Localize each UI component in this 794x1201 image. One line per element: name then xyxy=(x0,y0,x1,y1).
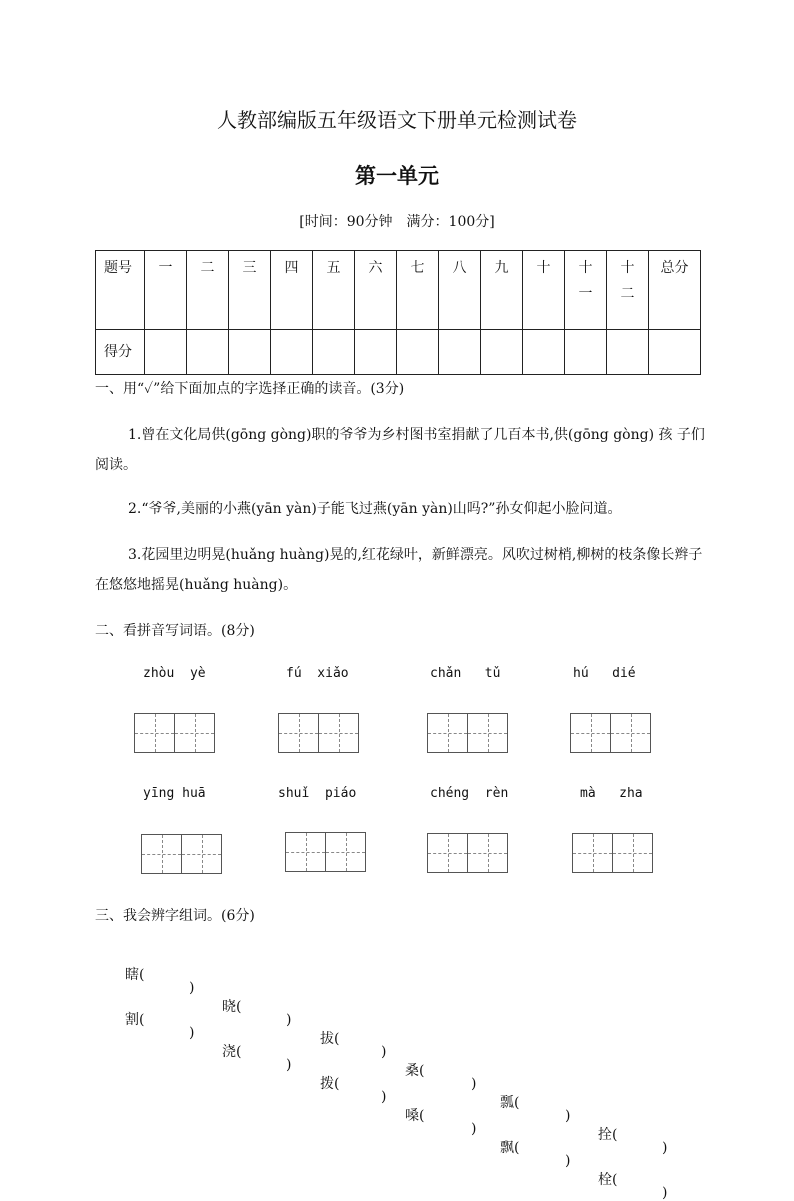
column-5: 五 xyxy=(313,251,355,330)
q1-item-3: 3.花园里边明晃(huǎng huàng)晃的,红花绿叶，新鲜漂亮。风吹过树梢,柳树的枝条像长辫子在悠悠地摇晃(huǎng huàng)。 xyxy=(95,547,703,593)
pinyin-6: shuǐ piáo xyxy=(278,786,357,801)
q1-item-2: 2.“爷爷,美丽的小燕(yān yàn)子能飞过燕(yān yàn)山吗?”孙女仰起小脸问道。 xyxy=(128,501,622,517)
pinyin-7: chéng rèn xyxy=(430,786,509,801)
score-label: 得分 xyxy=(96,330,145,375)
q3-word-2-3: 拨( xyxy=(320,1076,340,1092)
column-4: 四 xyxy=(271,251,313,330)
column-9: 九 xyxy=(481,251,523,330)
q3-word-1-2: 晓( xyxy=(222,999,242,1015)
total-score-cell[interactable] xyxy=(649,330,701,375)
q3-close: ) xyxy=(662,1185,668,1201)
answer-grid-2[interactable] xyxy=(278,713,359,753)
q3-close: ) xyxy=(189,1025,195,1041)
q3-close: ) xyxy=(662,1140,668,1156)
q2-heading: 二、看拼音写词语。(8分) xyxy=(95,623,255,639)
q3-close: ) xyxy=(381,1044,387,1060)
answer-grid-8[interactable] xyxy=(572,833,653,873)
score-cell[interactable] xyxy=(313,330,355,375)
score-cell[interactable] xyxy=(397,330,439,375)
answer-grid-3[interactable] xyxy=(427,713,508,753)
q1-heading: 一、用“✓”给下面加点的字选择正确的读音。(3分) xyxy=(95,381,405,397)
q3-close: ) xyxy=(286,1012,292,1028)
answer-grid-5[interactable] xyxy=(141,834,222,874)
answer-grid-4[interactable] xyxy=(570,713,651,753)
score-cell[interactable] xyxy=(523,330,565,375)
column-2: 二 xyxy=(187,251,229,330)
q3-close: ) xyxy=(286,1057,292,1073)
q3-word-1-5: 瓢( xyxy=(500,1095,520,1111)
q3-word-1-4: 桑( xyxy=(405,1063,425,1079)
pinyin-1: zhòu yè xyxy=(143,666,206,681)
q3-close: ) xyxy=(565,1153,571,1169)
column-12: 十 二 xyxy=(607,251,649,330)
unit-title: 第一单元 xyxy=(355,163,439,188)
column-6: 六 xyxy=(355,251,397,330)
score-cell[interactable] xyxy=(355,330,397,375)
q3-close: ) xyxy=(471,1121,477,1137)
score-cell[interactable] xyxy=(565,330,607,375)
column-10: 十 xyxy=(523,251,565,330)
q3-close: ) xyxy=(189,980,195,996)
score-cell[interactable] xyxy=(145,330,187,375)
score-table xyxy=(95,250,701,375)
total-column: 总分 xyxy=(649,251,701,330)
q3-word-1-1: 瞎( xyxy=(125,967,145,983)
question-number-label: 题号 xyxy=(96,251,145,330)
q3-word-1-3: 拔( xyxy=(320,1031,340,1047)
answer-grid-1[interactable] xyxy=(134,713,215,753)
pinyin-2: fú xiǎo xyxy=(286,666,349,681)
column-8: 八 xyxy=(439,251,481,330)
q3-heading: 三、我会辨字组词。(6分) xyxy=(95,908,255,924)
answer-grid-6[interactable] xyxy=(285,832,366,872)
column-3: 三 xyxy=(229,251,271,330)
pinyin-5: yīng huā xyxy=(143,786,206,801)
q3-word-1-6: 拴( xyxy=(598,1127,618,1143)
q3-row-2 xyxy=(125,993,668,1201)
score-cell[interactable] xyxy=(439,330,481,375)
q3-word-2-2: 浇( xyxy=(222,1044,242,1060)
column-11: 十 一 xyxy=(565,251,607,330)
score-cell[interactable] xyxy=(229,330,271,375)
q3-close: ) xyxy=(565,1108,571,1124)
q3-close: ) xyxy=(471,1076,477,1092)
q3-word-2-5: 飘( xyxy=(500,1140,520,1156)
score-cell[interactable] xyxy=(481,330,523,375)
exam-title: 人教部编版五年级语文下册单元检测试卷 xyxy=(217,108,577,132)
q3-word-2-4: 嗓( xyxy=(405,1108,425,1124)
answer-grid-7[interactable] xyxy=(427,833,508,873)
q3-word-2-6: 栓( xyxy=(598,1172,618,1188)
score-cell[interactable] xyxy=(607,330,649,375)
score-cell[interactable] xyxy=(271,330,313,375)
score-cell[interactable] xyxy=(187,330,229,375)
q3-close: ) xyxy=(381,1089,387,1105)
column-7: 七 xyxy=(397,251,439,330)
q1-item-1: 1.曾在文化局供(gōng gòng)职的爷爷为乡村图书室捐献了几百本书,供(gōng gòng) 孩 子们阅读。 xyxy=(95,427,705,473)
pinyin-3: chǎn tǔ xyxy=(430,666,501,681)
time-score-info: [时间：90分钟 满分：100分] xyxy=(299,214,495,230)
pinyin-4: hú dié xyxy=(573,666,636,681)
score-table-header-row xyxy=(96,251,701,330)
column-1: 一 xyxy=(145,251,187,330)
score-table-score-row xyxy=(96,330,701,375)
pinyin-8: mà zha xyxy=(580,786,643,801)
q3-word-2-1: 割( xyxy=(125,1012,145,1028)
